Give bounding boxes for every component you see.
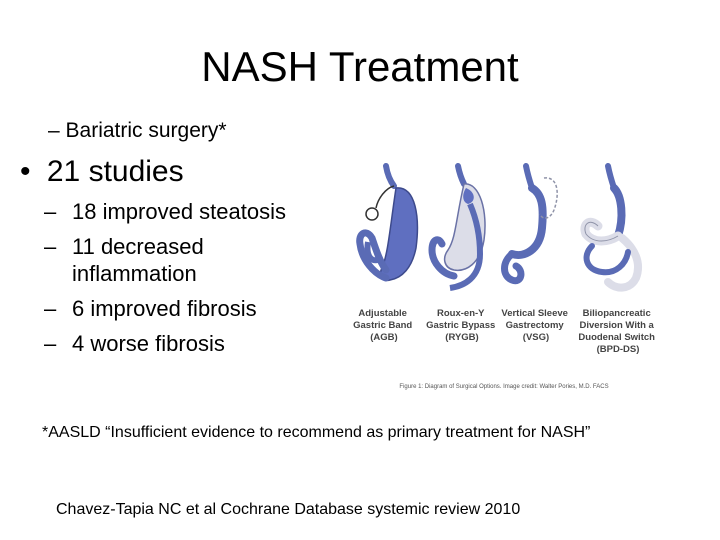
list-item-text: 6 improved fibrosis xyxy=(72,296,257,321)
slide-title: NASH Treatment xyxy=(201,43,519,90)
vsg-label: Vertical Sleeve Gastrectomy (VSG) xyxy=(501,308,568,343)
dash-glyph: – xyxy=(44,331,57,356)
list-item-text: 11 decreased inflammation xyxy=(72,234,204,286)
dash-glyph: – xyxy=(48,119,60,142)
agb-label: Adjustable Gastric Band (AGB) xyxy=(353,308,413,343)
figure-caption: Figure 1: Diagram of Surgical Options. Image credit: Walter Pories, M.D. FACS xyxy=(399,384,609,390)
dash-glyph: – xyxy=(44,296,57,321)
list-item xyxy=(44,295,322,322)
list-item xyxy=(44,233,322,287)
main-bullet xyxy=(20,154,184,190)
dash-glyph: – xyxy=(44,234,57,259)
list-item-text: 18 improved steatosis xyxy=(72,199,286,224)
vsg-illustration xyxy=(505,166,558,281)
agb-illustration xyxy=(360,166,418,280)
rygb-illustration xyxy=(432,166,485,288)
bpdds-illustration xyxy=(585,166,638,288)
surgery-diagram xyxy=(346,158,664,398)
sub-intro-text: Bariatric surgery* xyxy=(65,119,227,142)
sub-bullet-list xyxy=(44,198,322,365)
main-bullet-text: 21 studies xyxy=(46,155,184,188)
footnote: *AASLD “Insufficient evidence to recommend as primary treatment for NASH” xyxy=(42,424,591,441)
sub-intro-line xyxy=(48,118,227,144)
bpdds-label: Biliopancreatic Diversion With a Duodenal Switch (BPD-DS) xyxy=(578,308,655,355)
list-item xyxy=(44,198,322,225)
rygb-label: Roux-en-Y Gastric Bypass (RYGB) xyxy=(426,308,496,343)
bullet-glyph: • xyxy=(20,155,31,188)
list-item-text: 4 worse fibrosis xyxy=(72,331,225,356)
citation: Chavez-Tapia NC et al Cochrane Database systemic review 2010 xyxy=(56,501,521,518)
dash-glyph: – xyxy=(44,199,57,224)
list-item xyxy=(44,330,322,357)
